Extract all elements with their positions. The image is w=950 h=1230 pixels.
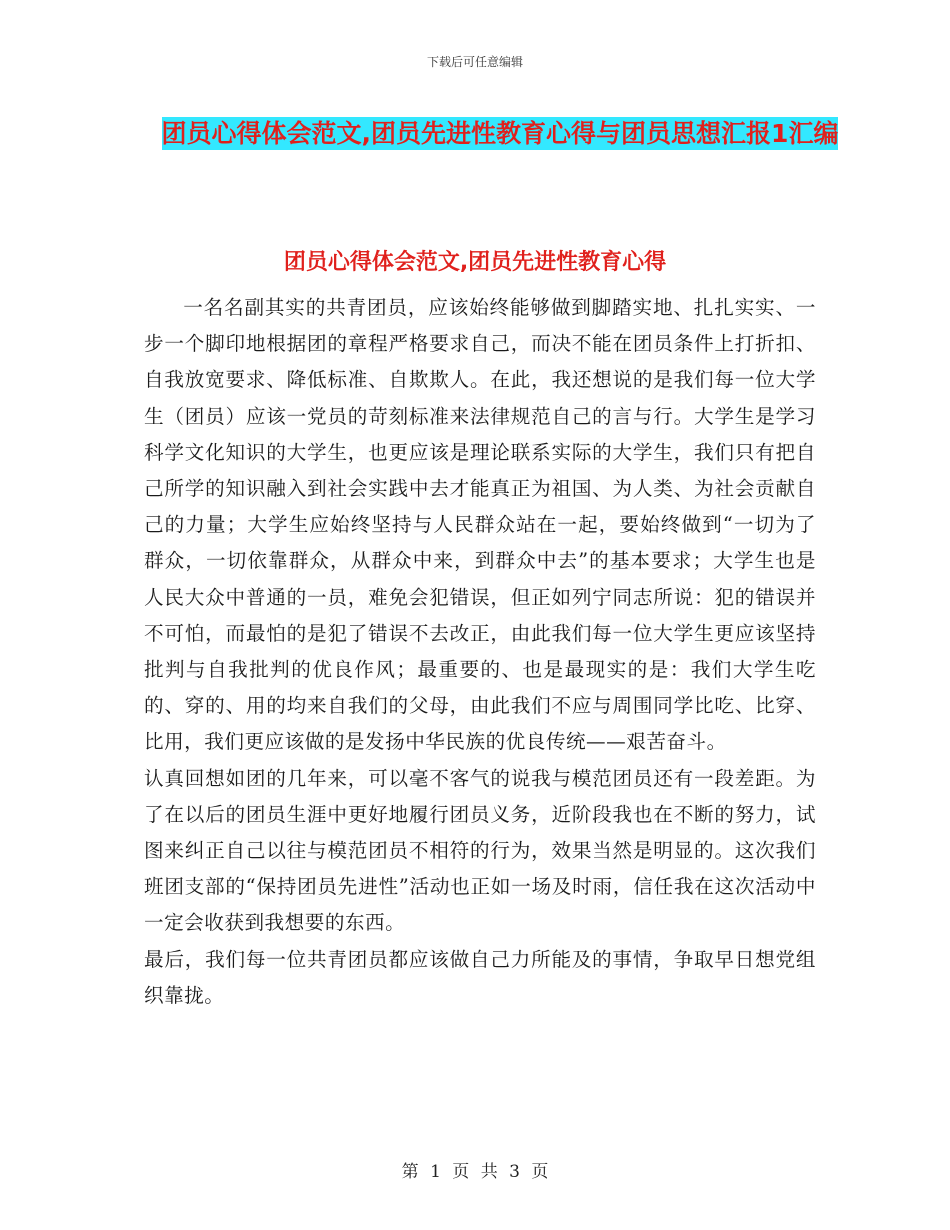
paragraph: 一名名副其实的共青团员，应该始终能够做到脚踏实地、扎扎实实、一步一个脚印地根据团的章程严格要求自己，而决不能在团员条件上打折扣、自我放宽要求、降低标准、自欺欺人。在此，我还想说的是我们每一位大学生（团员）应该一党员的苛刻标准来法律规范自己的言与行。大学生是学习科学文化知识的大学生，也更应该是理论联系实际的大学生，我们只有把自己所学的知识融入到社会实践中去才能真正为祖国、为人类、为社会贡献自己的力量；大学生应始终坚持与人民群众站在一起，要始终做到“一切为了群众，一切依靠群众，从群众中来，到群众中去”的基本要求；大学生也是人民大众中普通的一员，难免会犯错误，但正如列宁同志所说：犯的错误并不可怕，而最怕的是犯了错误不去改正，由此我们每一位大学生更应该坚持批判与自我批判的优良作风；最重要的、也是最现实的是：我们大学生吃的、穿的、用的均来自我们的父母，由此我们不应与周围同学比吃、比穿、比用，我们更应该做的是发扬中华民族的优良传统——艰苦奋斗。: [144, 296, 816, 754]
paragraph: 最后，我们每一位共青团员都应该做自己力所能及的事情，争取早日想党组织靠拢。: [144, 947, 816, 1007]
header-note: 下载后可任意编辑: [426, 55, 523, 69]
section-title: 团员心得体会范文,团员先进性教育心得: [283, 250, 667, 275]
paragraph: 认真回想如团的几年来，可以毫不客气的说我与模范团员还有一段差距。为了在以后的团员生涯中更好地履行团员义务，近阶段我也在不断的努力，试图来纠正自己以往与模范团员不相符的行为，效果当然是明显的。这次我们班团支部的“保持团员先进性”活动也正如一场及时雨，信任我在这次活动中一定会收获到我想要的东西。: [144, 766, 816, 935]
document-body: [144, 290, 816, 1014]
document-title-text: 团员心得体会范文,团员先进性教育心得与团员思想汇报1汇编: [161, 119, 839, 148]
document-title: [140, 110, 860, 158]
page-number: 第 1 页 共 3 页: [401, 1162, 549, 1182]
